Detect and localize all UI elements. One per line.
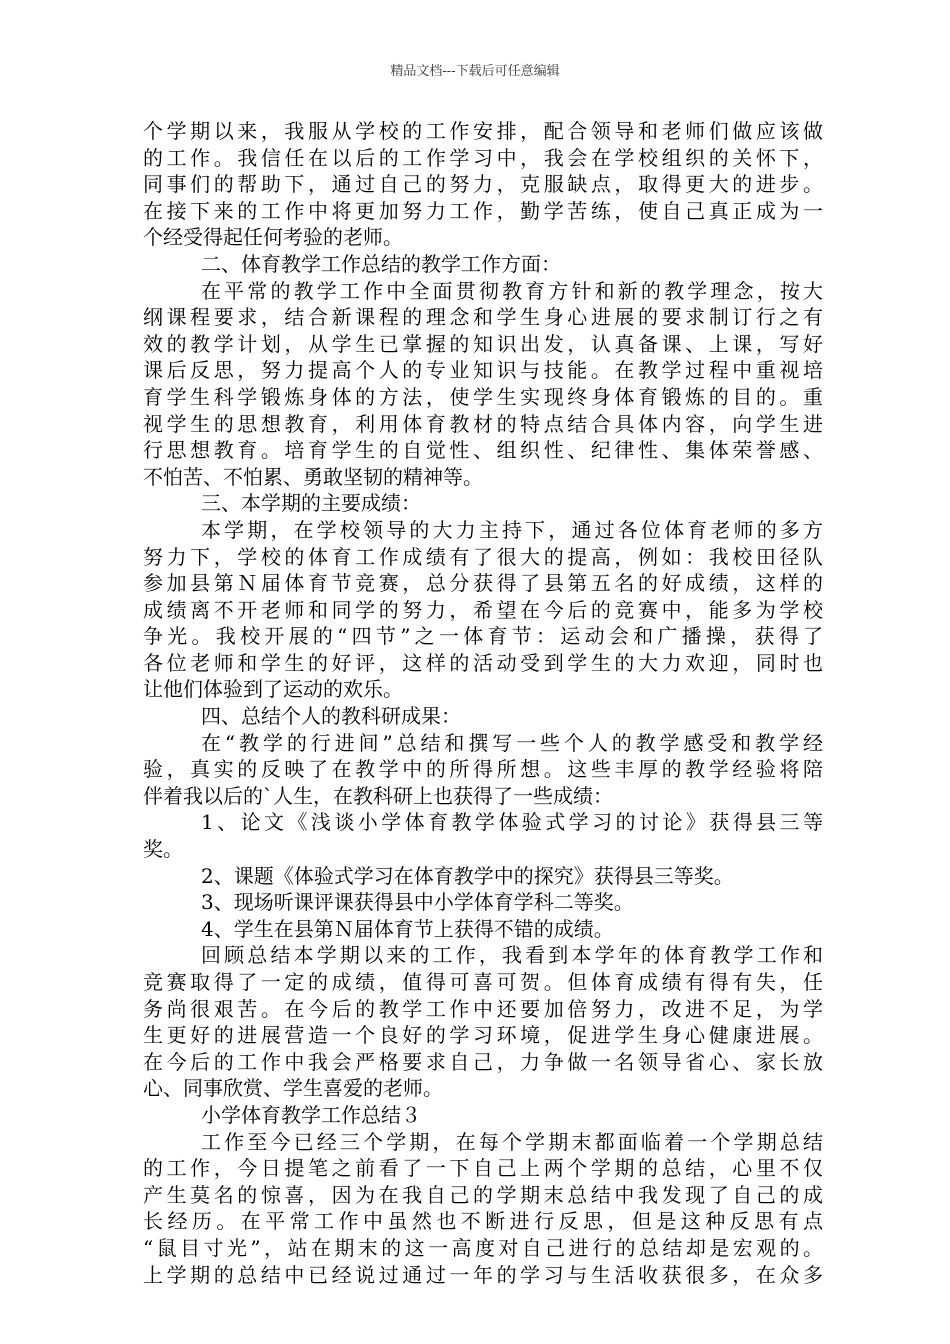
text-line: 务尚很艰苦。在今后的教学工作中还要加倍努力，改进不足，为学 <box>143 996 823 1021</box>
text-line: 验，真实的反映了在教学中的所得所想。这些丰厚的教学经验将陪 <box>143 757 823 782</box>
text-line: 在今后的工作中我会严格要求自己，力争做一名领导省心、家长放 <box>143 1049 823 1074</box>
text-line: 奖。 <box>143 837 183 862</box>
text-line: 效的教学计划，从学生已掌握的知识出发，认真备课、上课，写好 <box>143 331 823 356</box>
text-line: 1、论文《浅谈小学体育教学体验式学习的讨论》获得县三等 <box>201 810 823 835</box>
text-line: 3、现场听课评课获得县中小学体育学科二等奖。 <box>201 890 634 915</box>
text-line: 参加县第Ｎ届体育节竞赛，总分获得了县第五名的好成绩，这样的 <box>143 571 823 596</box>
text-line: 育学生科学锻炼身体的方法，使学生实现终身体育锻炼的目的。重 <box>143 384 823 409</box>
text-line: 在平常的教学工作中全面贯彻教育方针和新的教学理念，按大 <box>201 278 823 303</box>
text-line: 工作至今已经三个学期，在每个学期末都面临着一个学期总结 <box>201 1129 823 1154</box>
page-header: 精品文档---下载后可任意编辑 <box>390 64 560 79</box>
text-line: 三、本学期的主要成绩： <box>201 491 421 516</box>
text-line: 个学期以来，我服从学校的工作安排，配合领导和老师们做应该做 <box>143 119 823 143</box>
text-line: 二、体育教学工作总结的教学工作方面： <box>201 251 561 276</box>
text-line: 长经历。在平常工作中虽然也不断进行反思，但是这种反思有点 <box>143 1209 823 1234</box>
text-line: 同事们的帮助下，通过自己的努力，克服缺点，取得更大的进步。 <box>143 172 823 197</box>
text-line: 竞赛取得了一定的成绩，值得可喜可贺。但体育成绩有得有失，任 <box>143 970 823 994</box>
text-line: 心、同事欣赏、学生喜爱的老师。 <box>143 1076 443 1101</box>
text-line: 2、课题《体验式学习在体育教学中的探究》获得县三等奖。 <box>201 863 734 888</box>
text-line: 纲课程要求，结合新课程的理念和学生身心进展的要求制订行之有 <box>143 305 823 330</box>
text-line: 四、总结个人的教科研成果： <box>201 704 461 729</box>
text-line: 不怕苦、不怕累、勇敢坚韧的精神等。 <box>143 464 483 489</box>
text-line: 的工作。我信任在以后的工作学习中，我会在学校组织的关怀下， <box>143 145 823 170</box>
text-line: 成绩离不开老师和同学的努力，希望在今后的竞赛中，能多为学校 <box>143 597 823 622</box>
text-line: 争光。我校开展的“四节”之一体育节：运动会和广播操，获得了 <box>143 624 823 649</box>
text-line: 产生莫名的惊喜，因为在我自己的学期末总结中我发现了自己的成 <box>143 1182 823 1207</box>
text-line: 上学期的总结中已经说过通过一年的学习与生活收获很多，在众多 <box>143 1262 823 1287</box>
text-line: 行思想教育。培育学生的自觉性、组织性、纪律性、集体荣誉感、 <box>143 438 823 463</box>
text-line: 4、学生在县第Ｎ届体育节上获得不错的成绩。 <box>201 916 614 941</box>
text-line: 小学体育教学工作总结３ <box>201 1102 421 1127</box>
text-line: 个经受得起任何考验的老师。 <box>143 225 403 250</box>
text-line: 伴着我以后的`人生，在教科研上也获得了一些成绩： <box>143 783 613 808</box>
text-line: 让他们体验到了运动的欢乐。 <box>143 677 403 702</box>
text-line: 努力下，学校的体育工作成绩有了很大的提高，例如：我校田径队 <box>143 544 823 569</box>
text-line: 在“教学的行进间”总结和撰写一些个人的教学感受和教学经 <box>201 730 823 755</box>
text-line: 在接下来的工作中将更加努力工作，勤学苦练，使自己真正成为一 <box>143 198 823 223</box>
text-line: 各位老师和学生的好评，这样的活动受到学生的大力欢迎，同时也 <box>143 650 823 675</box>
text-line: “鼠目寸光”，站在期末的这一高度对自己进行的总结却是宏观的。 <box>143 1235 823 1260</box>
text-line: 的工作，今日提笔之前看了一下自己上两个学期的总结，心里不仅 <box>143 1156 823 1181</box>
document-body <box>143 118 823 1288</box>
text-line: 课后反思，努力提高个人的专业知识与技能。在教学过程中重视培 <box>143 358 823 383</box>
text-line: 视学生的思想教育，利用体育教材的特点结合具体内容，向学生进 <box>143 411 823 436</box>
text-line: 生更好的进展营造一个良好的学习环境，促进学生身心健康进展。 <box>143 1023 823 1048</box>
text-line: 回顾总结本学期以来的工作，我看到本学年的体育教学工作和 <box>201 943 823 968</box>
text-line: 本学期，在学校领导的大力主持下，通过各位体育老师的多方 <box>201 517 823 542</box>
